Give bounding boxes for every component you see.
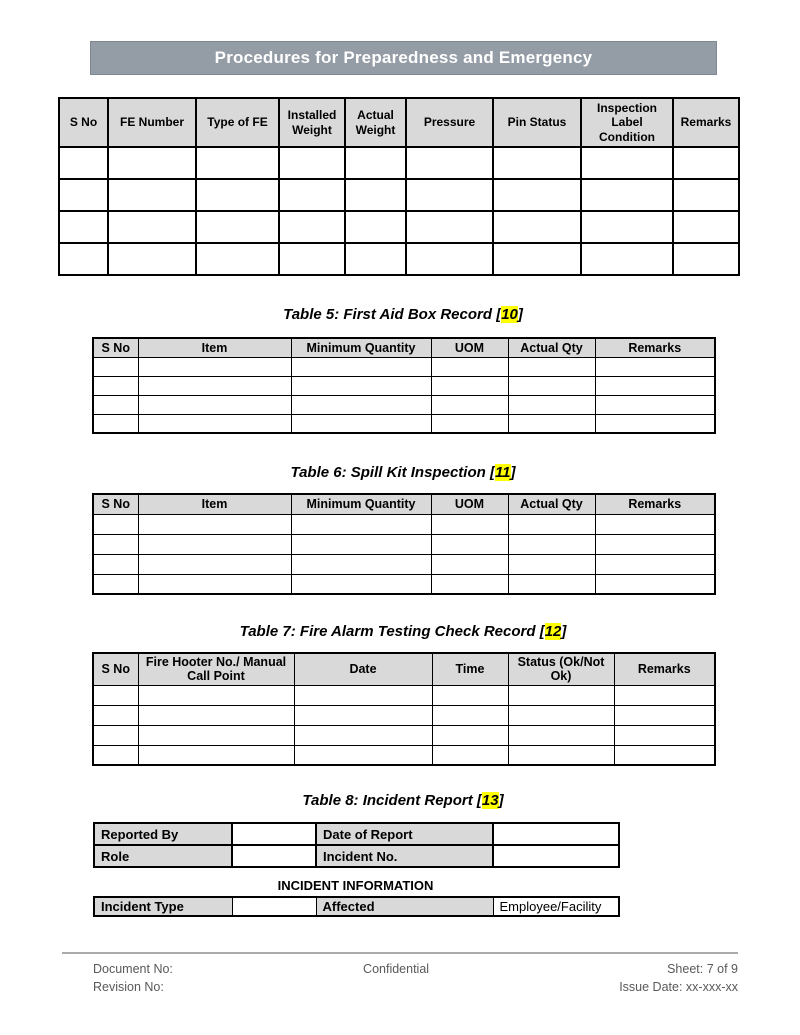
empty-cell — [432, 745, 508, 765]
empty-cell — [493, 243, 581, 275]
empty-cell — [508, 395, 595, 414]
footer-divider — [62, 952, 738, 954]
empty-cell — [93, 554, 138, 574]
incident-no-label: Incident No. — [316, 845, 493, 867]
t7-col-remarks: Remarks — [614, 653, 715, 685]
t6-col-s-no: S No — [93, 494, 138, 514]
empty-row — [93, 414, 715, 433]
table8-reference: [13] — [476, 792, 504, 809]
empty-cell — [93, 745, 138, 765]
empty-cell — [431, 376, 508, 395]
table7-reference: [12] — [539, 623, 567, 640]
first-aid-table-body — [93, 357, 715, 433]
empty-cell — [508, 705, 614, 725]
table8-ref-number-highlight: 13 — [481, 792, 499, 809]
empty-cell — [508, 514, 595, 534]
empty-row — [93, 574, 715, 594]
empty-cell — [614, 745, 715, 765]
empty-row — [93, 745, 715, 765]
empty-row — [93, 514, 715, 534]
fe-col-fe-number: FE Number — [108, 98, 196, 147]
empty-cell — [138, 574, 291, 594]
empty-cell — [291, 554, 431, 574]
table8-title-text: Table 8: Incident Report — [302, 792, 473, 809]
t6-col-uom: UOM — [431, 494, 508, 514]
empty-row — [93, 534, 715, 554]
empty-cell — [508, 685, 614, 705]
empty-cell — [673, 179, 739, 211]
fire-alarm-testing-check-table — [92, 652, 716, 766]
sheet-number: Sheet: 7 of 9 — [667, 962, 738, 976]
fe-col-pin-status: Pin Status — [493, 98, 581, 147]
t6-col-actual-qty: Actual Qty — [508, 494, 595, 514]
empty-cell — [614, 705, 715, 725]
empty-cell — [196, 243, 279, 275]
empty-cell — [595, 414, 715, 433]
empty-cell — [59, 147, 108, 179]
fe-col-remarks: Remarks — [673, 98, 739, 147]
empty-row — [93, 357, 715, 376]
empty-cell — [93, 376, 138, 395]
empty-cell — [508, 414, 595, 433]
empty-cell — [493, 147, 581, 179]
table7-title — [92, 623, 714, 640]
t6-col-remarks: Remarks — [595, 494, 715, 514]
empty-row — [93, 685, 715, 705]
empty-cell — [138, 554, 291, 574]
empty-cell — [93, 414, 138, 433]
empty-cell — [108, 211, 196, 243]
empty-cell — [93, 395, 138, 414]
empty-row — [59, 179, 739, 211]
empty-cell — [595, 395, 715, 414]
table6-title-text: Table 6: Spill Kit Inspection — [290, 464, 486, 481]
incident-report-row-2 — [94, 845, 619, 867]
empty-cell — [59, 179, 108, 211]
empty-cell — [93, 357, 138, 376]
t5-col-remarks: Remarks — [595, 338, 715, 357]
t6-col-minimum-quantity: Minimum Quantity — [291, 494, 431, 514]
empty-cell — [291, 534, 431, 554]
empty-cell — [138, 357, 291, 376]
empty-cell — [432, 705, 508, 725]
incident-information-row — [94, 897, 619, 916]
empty-cell — [93, 705, 138, 725]
date-of-report-value-cell — [493, 823, 619, 845]
reported-by-value-cell — [232, 823, 316, 845]
empty-cell — [508, 554, 595, 574]
affected-label: Affected — [316, 897, 493, 916]
empty-cell — [108, 243, 196, 275]
empty-cell — [294, 685, 432, 705]
table5-title — [92, 306, 714, 323]
fe-col-s-no: S No — [59, 98, 108, 147]
table7-ref-number-highlight: 12 — [544, 623, 562, 640]
fe-col-pressure: Pressure — [406, 98, 493, 147]
table5-title-text: Table 5: First Aid Box Record — [283, 306, 493, 323]
reported-by-label: Reported By — [94, 823, 232, 845]
fe-col-installed-weight: Installed Weight — [279, 98, 345, 147]
empty-row — [59, 243, 739, 275]
empty-cell — [196, 179, 279, 211]
t6-col-item: Item — [138, 494, 291, 514]
empty-cell — [294, 745, 432, 765]
t7-col-s-no: S No — [93, 653, 138, 685]
empty-row — [93, 725, 715, 745]
empty-cell — [406, 147, 493, 179]
empty-cell — [508, 357, 595, 376]
empty-cell — [432, 725, 508, 745]
spill-kit-header-row — [93, 494, 715, 514]
empty-cell — [138, 725, 294, 745]
empty-cell — [673, 211, 739, 243]
table5-reference: [10] — [496, 306, 523, 323]
table6-ref-number-highlight: 11 — [494, 464, 511, 481]
empty-cell — [406, 243, 493, 275]
document-title: Procedures for Preparedness and Emergency — [214, 48, 593, 67]
role-label: Role — [94, 845, 232, 867]
incident-report-row-1 — [94, 823, 619, 845]
empty-cell — [493, 179, 581, 211]
fe-table-body — [59, 147, 739, 275]
table6-reference: [11] — [489, 464, 516, 481]
table8-title — [92, 792, 714, 809]
page-footer — [93, 960, 738, 996]
empty-cell — [279, 147, 345, 179]
empty-cell — [345, 179, 406, 211]
empty-cell — [595, 357, 715, 376]
empty-cell — [595, 574, 715, 594]
footer-right-block — [619, 960, 738, 996]
empty-row — [93, 376, 715, 395]
t7-col-status: Status (Ok/Not Ok) — [508, 653, 614, 685]
fe-col-inspection-label-condition: Inspection Label Condition — [581, 98, 673, 147]
issue-date: Issue Date: xx-xxx-xx — [619, 980, 738, 995]
t7-col-date: Date — [294, 653, 432, 685]
empty-cell — [138, 685, 294, 705]
empty-cell — [138, 414, 291, 433]
empty-cell — [138, 745, 294, 765]
empty-cell — [673, 243, 739, 275]
empty-cell — [431, 395, 508, 414]
empty-cell — [279, 179, 345, 211]
empty-cell — [294, 705, 432, 725]
empty-cell — [406, 211, 493, 243]
empty-cell — [291, 574, 431, 594]
empty-cell — [138, 705, 294, 725]
empty-cell — [508, 376, 595, 395]
empty-cell — [345, 211, 406, 243]
empty-cell — [581, 211, 673, 243]
incident-information-table — [93, 896, 620, 917]
empty-cell — [93, 514, 138, 534]
empty-row — [59, 147, 739, 179]
empty-cell — [508, 745, 614, 765]
empty-cell — [138, 376, 291, 395]
empty-cell — [508, 574, 595, 594]
footer-left-block — [93, 960, 173, 996]
empty-cell — [59, 211, 108, 243]
empty-cell — [93, 725, 138, 745]
empty-cell — [508, 534, 595, 554]
empty-cell — [138, 534, 291, 554]
incident-no-value-cell — [493, 845, 619, 867]
empty-cell — [431, 414, 508, 433]
spill-kit-table-body — [93, 514, 715, 594]
spill-kit-inspection-table — [92, 493, 716, 595]
first-aid-box-record-table — [92, 337, 716, 434]
empty-cell — [431, 554, 508, 574]
incident-information-heading: INCIDENT INFORMATION — [277, 878, 434, 893]
empty-cell — [432, 685, 508, 705]
empty-cell — [108, 179, 196, 211]
empty-cell — [93, 574, 138, 594]
empty-cell — [673, 147, 739, 179]
empty-cell — [279, 243, 345, 275]
empty-cell — [291, 414, 431, 433]
empty-cell — [294, 725, 432, 745]
revision-no-label: Revision No: — [93, 980, 164, 995]
empty-cell — [581, 147, 673, 179]
empty-cell — [406, 179, 493, 211]
t7-col-fire-hooter-manual-call-point: Fire Hooter No./ Manual Call Point — [138, 653, 294, 685]
empty-row — [59, 211, 739, 243]
t5-col-actual-qty: Actual Qty — [508, 338, 595, 357]
empty-cell — [431, 574, 508, 594]
empty-cell — [291, 357, 431, 376]
empty-cell — [493, 211, 581, 243]
empty-cell — [291, 514, 431, 534]
empty-cell — [595, 554, 715, 574]
fe-table-header-row — [59, 98, 739, 147]
fire-alarm-header-row — [93, 653, 715, 685]
fire-extinguisher-inspection-table — [58, 97, 740, 276]
empty-cell — [279, 211, 345, 243]
fire-alarm-table-body — [93, 685, 715, 765]
first-aid-header-row — [93, 338, 715, 357]
document-no-label: Document No: — [93, 962, 173, 976]
role-value-cell — [232, 845, 316, 867]
empty-row — [93, 554, 715, 574]
incident-type-label: Incident Type — [94, 897, 232, 916]
date-of-report-label: Date of Report — [316, 823, 493, 845]
empty-cell — [581, 179, 673, 211]
empty-row — [93, 395, 715, 414]
empty-cell — [93, 534, 138, 554]
empty-cell — [431, 534, 508, 554]
empty-cell — [291, 395, 431, 414]
empty-cell — [581, 243, 673, 275]
empty-cell — [431, 514, 508, 534]
empty-cell — [595, 376, 715, 395]
empty-cell — [431, 357, 508, 376]
t5-col-item: Item — [138, 338, 291, 357]
empty-cell — [138, 514, 291, 534]
empty-cell — [138, 395, 291, 414]
empty-cell — [291, 376, 431, 395]
empty-cell — [614, 685, 715, 705]
empty-cell — [614, 725, 715, 745]
table7-title-text: Table 7: Fire Alarm Testing Check Record — [239, 623, 536, 640]
empty-cell — [93, 685, 138, 705]
empty-cell — [196, 211, 279, 243]
empty-cell — [345, 243, 406, 275]
empty-cell — [196, 147, 279, 179]
empty-cell — [508, 725, 614, 745]
fe-col-actual-weight: Actual Weight — [345, 98, 406, 147]
empty-cell — [595, 534, 715, 554]
empty-row — [93, 705, 715, 725]
table5-ref-number-highlight: 10 — [501, 306, 518, 323]
incident-report-table — [93, 822, 620, 868]
empty-cell — [595, 514, 715, 534]
empty-cell — [108, 147, 196, 179]
empty-cell — [345, 147, 406, 179]
incident-type-value-cell — [232, 897, 316, 916]
t5-col-minimum-quantity: Minimum Quantity — [291, 338, 431, 357]
fe-col-type-of-fe: Type of FE — [196, 98, 279, 147]
t5-col-uom: UOM — [431, 338, 508, 357]
confidential-label: Confidential — [363, 962, 430, 976]
empty-cell — [59, 243, 108, 275]
t5-col-s-no: S No — [93, 338, 138, 357]
t7-col-time: Time — [432, 653, 508, 685]
document-title-banner — [90, 41, 717, 75]
table6-title — [92, 464, 714, 481]
affected-value: Employee/Facility — [493, 897, 619, 916]
